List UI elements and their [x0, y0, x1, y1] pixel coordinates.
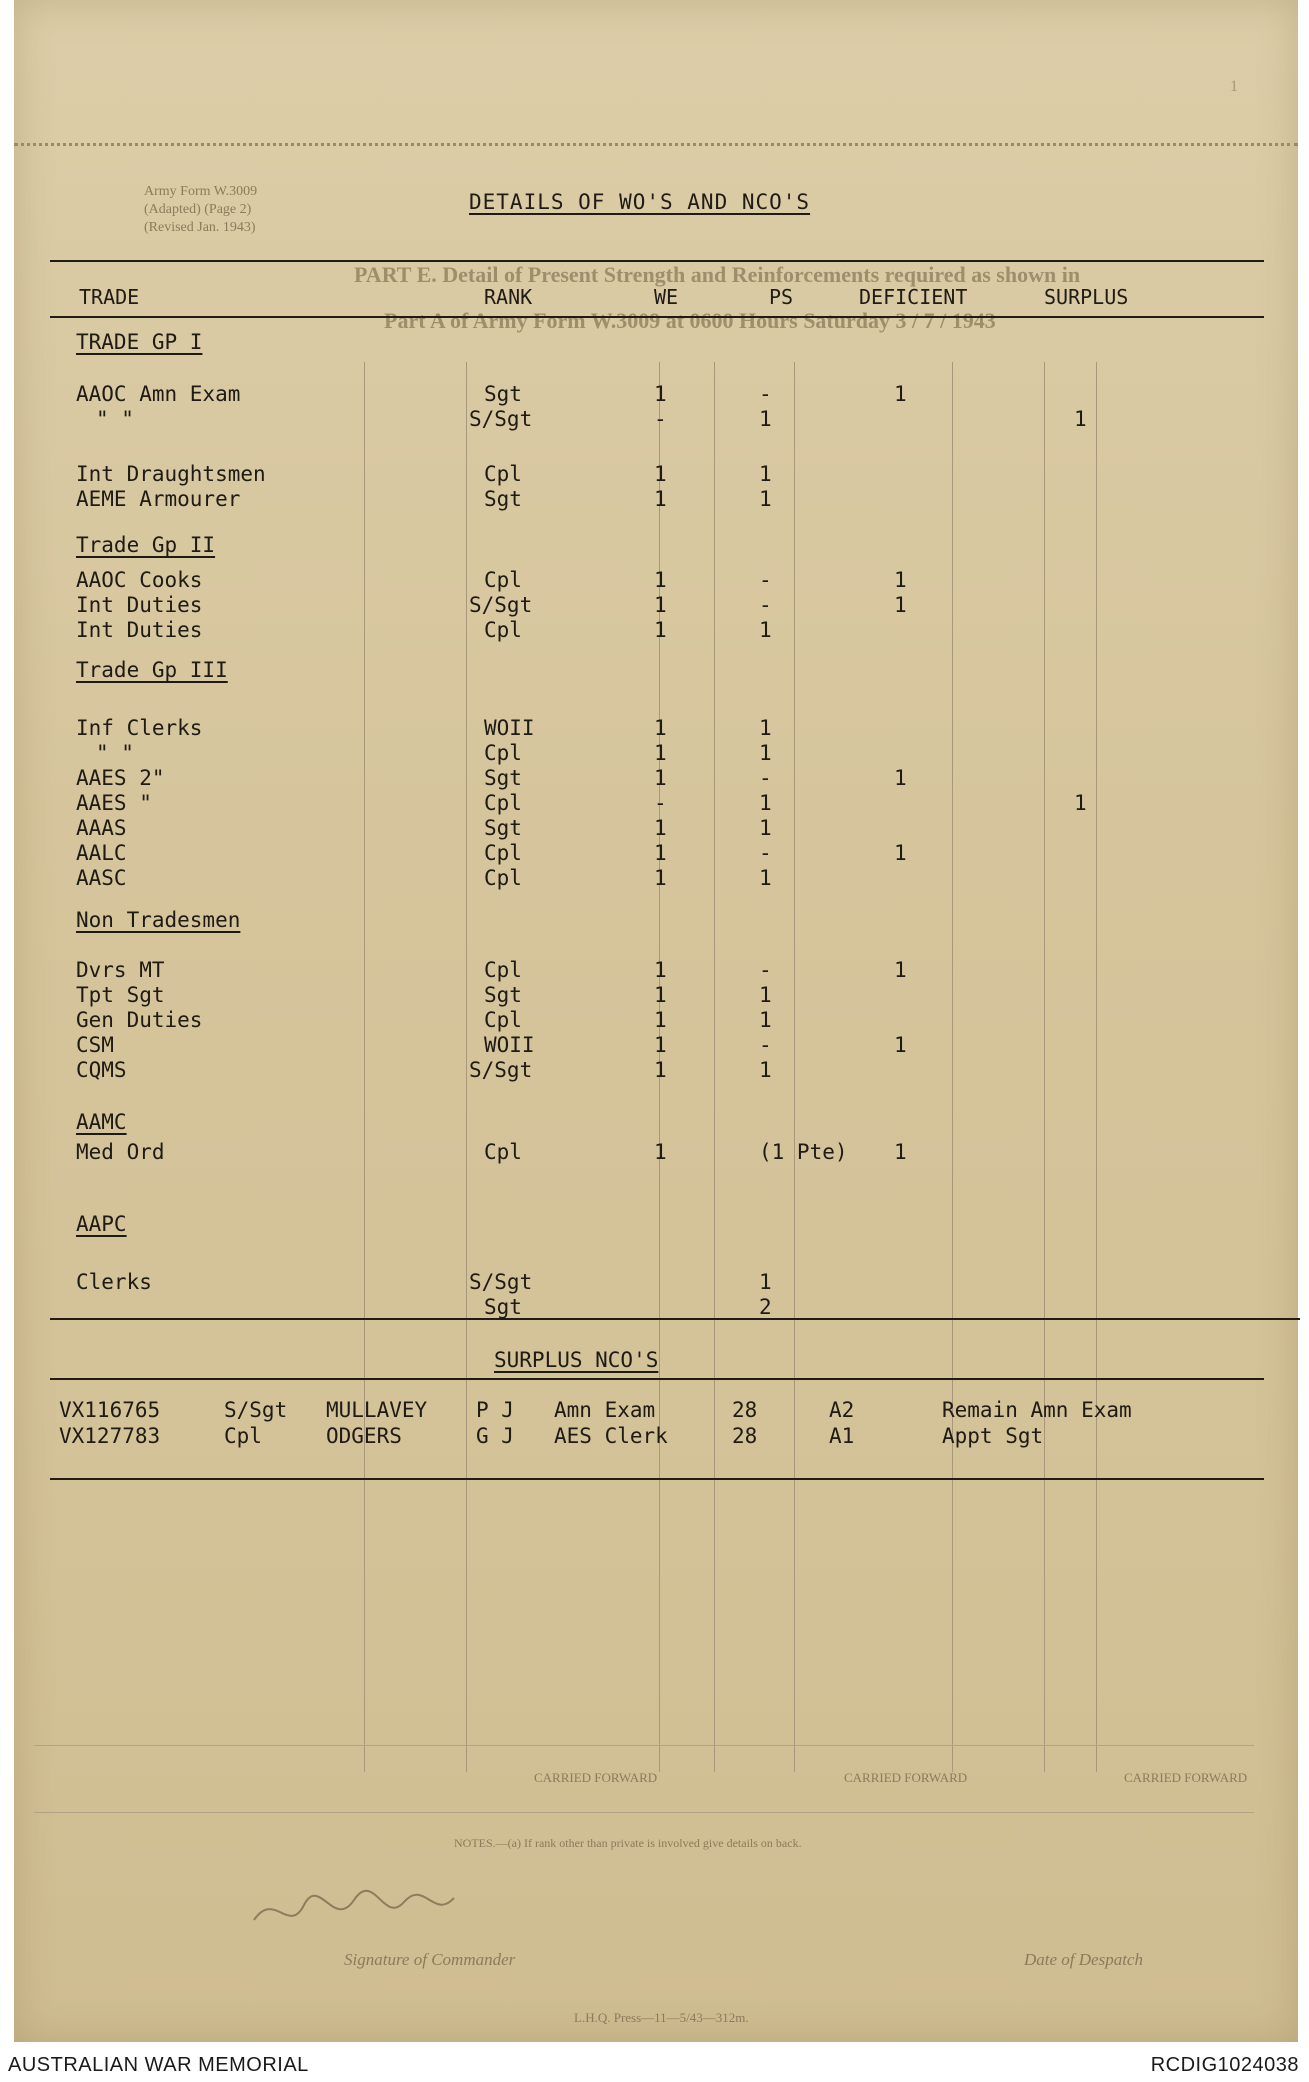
cell-deficient: 1 [894, 766, 907, 790]
cell-ps: - [759, 958, 772, 982]
cell-we: - [654, 791, 667, 815]
cell-ps: 1 [759, 791, 772, 815]
carried-forward-1: CARRIED FORWARD [1124, 1770, 1248, 1785]
cell-ps: 1 [759, 462, 772, 486]
cell-trade: Int Draughtsmen [76, 462, 266, 486]
cell-trade: AEME Armourer [76, 487, 241, 511]
surplus-cell-initials: G J [476, 1424, 514, 1448]
cell-deficient: 1 [894, 382, 907, 406]
cell-trade: Tpt Sgt [76, 983, 165, 1007]
cell-ps: 1 [759, 487, 772, 511]
surplus-cell-trade: Amn Exam [554, 1398, 656, 1422]
carried-forward-2: CARRIED FORWARD [844, 1770, 968, 1785]
cell-ps: 1 [759, 1008, 772, 1032]
cell-deficient: 1 [894, 958, 907, 982]
cell-ps: 1 [759, 407, 772, 431]
form-id: Army Form W.3009 [144, 184, 258, 199]
cell-ps: - [759, 568, 772, 592]
cell-we: - [654, 407, 667, 431]
cell-ps: (1 Pte) [759, 1140, 848, 1164]
surplus-rule [50, 1378, 1264, 1380]
cell-trade: Dvrs MT [76, 958, 165, 982]
surplus-cell-initials: P J [476, 1398, 514, 1422]
document-page [14, 0, 1298, 2042]
surplus-end-rule [50, 1478, 1264, 1480]
cell-deficient: 1 [894, 1140, 907, 1164]
footer-archive-name: AUSTRALIAN WAR MEMORIAL [8, 2054, 309, 2076]
header-top-rule [50, 260, 1264, 262]
cell-trade: CSM [76, 1033, 114, 1057]
section-heading: TRADE GP I [76, 330, 203, 354]
section-heading: AAPC [76, 1212, 127, 1236]
part-e-line-2: Part A of Army Form W.3009 at 0600 Hours Saturday 3 / 7 / 1943 [384, 308, 996, 333]
cell-ps: 1 [759, 741, 772, 765]
cell-rank: S/Sgt [469, 1270, 533, 1294]
cell-trade: CQMS [76, 1058, 127, 1082]
cell-rank: Cpl [484, 866, 522, 890]
cell-deficient: 1 [894, 1033, 907, 1057]
header-surplus: SURPLUS [1044, 285, 1129, 309]
cell-rank: Cpl [484, 618, 522, 642]
perforation-line [14, 143, 1298, 146]
cell-ps: - [759, 593, 772, 617]
footer-record-id: RCDIG1024038 [1150, 2054, 1299, 2076]
cell-rank: S/Sgt [469, 1058, 533, 1082]
cell-trade: " " [96, 741, 134, 765]
grid-row [34, 1812, 1254, 1813]
cell-trade: " " [96, 407, 134, 431]
page-title: DETAILS OF WO'S AND NCO'S [469, 190, 811, 214]
surplus-cell-name: ODGERS [326, 1424, 402, 1448]
cell-ps: 1 [759, 816, 772, 840]
cell-rank: S/Sgt [469, 593, 533, 617]
table-end-rule [50, 1318, 1300, 1320]
cell-rank: Sgt [484, 816, 522, 840]
cell-rank: Cpl [484, 741, 522, 765]
cell-we: 1 [654, 816, 667, 840]
cell-we: 1 [654, 766, 667, 790]
cell-rank: Cpl [484, 462, 522, 486]
cell-rank: Sgt [484, 1295, 522, 1319]
cell-we: 1 [654, 462, 667, 486]
notes-text: NOTES.—(a) If rank other than private is involved give details on back. [454, 1836, 802, 1850]
cell-we: 1 [654, 487, 667, 511]
cell-trade: Int Duties [76, 618, 203, 642]
cell-we: 1 [654, 1140, 667, 1164]
grid-col [1044, 362, 1045, 1772]
cell-surplus: 1 [1074, 407, 1087, 431]
grid-col [952, 362, 953, 1772]
cell-we: 1 [654, 1033, 667, 1057]
part-e-line-1: PART E. Detail of Present Strength and Reinforcements required as shown in [354, 262, 1081, 287]
cell-ps: - [759, 382, 772, 406]
grid-col [794, 362, 795, 1772]
header-bottom-rule [50, 316, 1264, 318]
cell-we: 1 [654, 741, 667, 765]
cell-rank: Sgt [484, 766, 522, 790]
section-heading: Trade Gp II [76, 533, 216, 557]
surplus-cell-rank: S/Sgt [224, 1398, 288, 1422]
cell-rank: Cpl [484, 1008, 522, 1032]
grid-col [1096, 362, 1097, 1772]
cell-trade: AALC [76, 841, 127, 865]
surplus-cell-rank: Cpl [224, 1424, 262, 1448]
cell-ps: - [759, 1033, 772, 1057]
surplus-cell-age: 28 [732, 1424, 758, 1448]
cell-surplus: 1 [1074, 791, 1087, 815]
cell-we: 1 [654, 1058, 667, 1082]
cell-we: 1 [654, 716, 667, 740]
cell-trade: Gen Duties [76, 1008, 203, 1032]
cell-trade: AAOC Cooks [76, 568, 203, 592]
surplus-cell-number: VX127783 [59, 1424, 161, 1448]
surplus-cell-trade: AES Clerk [554, 1424, 668, 1448]
surplus-cell-remark: Appt Sgt [942, 1424, 1044, 1448]
cell-we: 1 [654, 618, 667, 642]
cell-ps: 1 [759, 618, 772, 642]
surplus-cell-grade: A1 [829, 1424, 855, 1448]
form-revised: (Revised Jan. 1943) [144, 220, 256, 235]
section-heading: AAMC [76, 1110, 127, 1134]
grid-col [714, 362, 715, 1772]
section-heading: Trade Gp III [76, 658, 228, 682]
header-deficient: DEFICIENT [859, 285, 968, 309]
cell-ps: 2 [759, 1295, 772, 1319]
carried-forward-3: CARRIED FORWARD [534, 1770, 658, 1785]
cell-rank: WOII [484, 1033, 535, 1057]
grid-row [34, 1745, 1254, 1746]
cell-we: 1 [654, 382, 667, 406]
cell-trade: AAOC Amn Exam [76, 382, 241, 406]
cell-ps: 1 [759, 716, 772, 740]
printer-line: L.H.Q. Press—11—5/43—312m. [574, 2010, 749, 2025]
section-heading: Non Tradesmen [76, 908, 241, 932]
cell-we: 1 [654, 841, 667, 865]
surplus-cell-name: MULLAVEY [326, 1398, 428, 1422]
cell-we: 1 [654, 593, 667, 617]
cell-ps: 1 [759, 866, 772, 890]
cell-we: 1 [654, 866, 667, 890]
despatch-label: Date of Despatch [1024, 1950, 1143, 1969]
cell-rank: Cpl [484, 791, 522, 815]
cell-trade: AAES 2" [76, 766, 165, 790]
surplus-cell-grade: A2 [829, 1398, 855, 1422]
cell-ps: - [759, 841, 772, 865]
surplus-cell-age: 28 [732, 1398, 758, 1422]
cell-rank: Cpl [484, 841, 522, 865]
surplus-title: SURPLUS NCO'S [494, 1348, 659, 1372]
cell-ps: - [759, 766, 772, 790]
form-adapted: (Adapted) (Page 2) [144, 202, 252, 217]
cell-we: 1 [654, 568, 667, 592]
cell-trade: AAAS [76, 816, 127, 840]
cell-rank: Cpl [484, 568, 522, 592]
grid-col [466, 362, 467, 1772]
corner-page-mark: 1 [1230, 78, 1238, 95]
header-trade: TRADE [79, 285, 140, 309]
cell-rank: Sgt [484, 382, 522, 406]
cell-ps: 1 [759, 1270, 772, 1294]
signature-label: Signature of Commander [344, 1950, 516, 1969]
cell-rank: WOII [484, 716, 535, 740]
cell-we: 1 [654, 983, 667, 1007]
cell-rank: Sgt [484, 487, 522, 511]
cell-trade: Med Ord [76, 1140, 165, 1164]
cell-trade: Inf Clerks [76, 716, 203, 740]
cell-deficient: 1 [894, 593, 907, 617]
cell-we: 1 [654, 1008, 667, 1032]
signature-scribble [244, 1880, 464, 1940]
cell-rank: Cpl [484, 958, 522, 982]
cell-ps: 1 [759, 983, 772, 1007]
cell-ps: 1 [759, 1058, 772, 1082]
cell-trade: AASC [76, 866, 127, 890]
surplus-cell-number: VX116765 [59, 1398, 161, 1422]
cell-rank: S/Sgt [469, 407, 533, 431]
cell-we: 1 [654, 958, 667, 982]
cell-trade: Int Duties [76, 593, 203, 617]
cell-deficient: 1 [894, 568, 907, 592]
header-we: WE [654, 285, 679, 309]
header-ps: PS [769, 285, 794, 309]
surplus-cell-remark: Remain Amn Exam [942, 1398, 1132, 1422]
cell-rank: Cpl [484, 1140, 522, 1164]
grid-col [364, 362, 365, 1772]
header-rank: RANK [484, 285, 533, 309]
cell-trade: AAES " [76, 791, 152, 815]
cell-deficient: 1 [894, 841, 907, 865]
cell-rank: Sgt [484, 983, 522, 1007]
cell-trade: Clerks [76, 1270, 152, 1294]
